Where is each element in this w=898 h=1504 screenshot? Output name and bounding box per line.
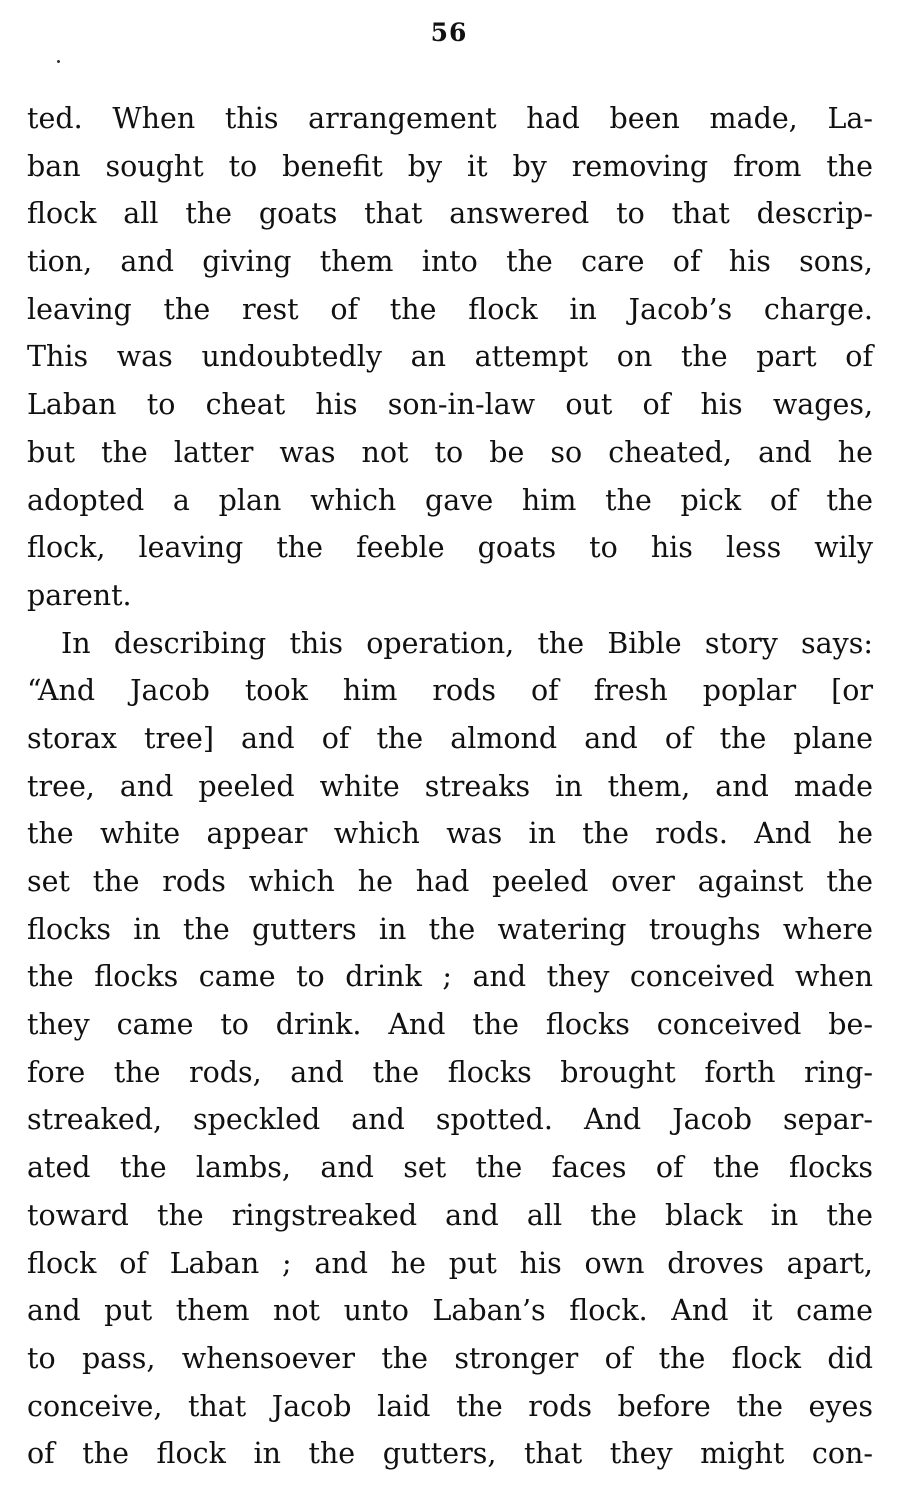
text-line: storax tree] and of the almond and of the plane: [27, 721, 873, 755]
paragraph-1: [27, 95, 873, 620]
page-number: 56: [430, 18, 468, 47]
text-line: Laban to cheat his son-in-law out of his wages,: [27, 388, 873, 422]
text-line: the flocks came to drink ; and they conceived when: [27, 960, 873, 994]
text-line: tree, and peeled white streaks in them, and made: [27, 769, 873, 803]
text-line: the white appear which was in the rods. And he: [27, 817, 873, 851]
text-line: conceive, that Jacob laid the rods before the eyes: [27, 1389, 873, 1423]
paragraph-2: [27, 620, 873, 1478]
text-line: flock all the goats that answered to that descrip-: [27, 197, 873, 231]
text-line: but the latter was not to be so cheated, and he: [27, 435, 873, 469]
text-line: parent.: [27, 578, 132, 612]
text-line: flock, leaving the feeble goats to his less wily: [27, 531, 873, 565]
text-line: leaving the rest of the flock in Jacob’s charge.: [27, 292, 873, 326]
text-line: fore the rods, and the flocks brought forth ring-: [27, 1055, 873, 1089]
text-line: streaked, speckled and spotted. And Jacob separ-: [27, 1103, 873, 1137]
print-speck: [57, 60, 60, 63]
text-line: ated the lambs, and set the faces of the flocks: [27, 1151, 873, 1185]
text-line: “And Jacob took him rods of fresh poplar [or: [27, 674, 873, 708]
text-line: tion, and giving them into the care of his sons,: [27, 245, 873, 279]
body-text: [27, 95, 873, 1478]
text-line: In describing this operation, the Bible story says:: [61, 626, 873, 660]
text-line: flock of Laban ; and he put his own droves apart,: [27, 1246, 873, 1280]
text-line: set the rods which he had peeled over against the: [27, 865, 873, 898]
text-line: to pass, whensoever the stronger of the flock did: [27, 1341, 873, 1375]
text-line: ted. When this arrangement had been made, La-: [27, 102, 873, 135]
text-line: and put them not unto Laban’s flock. And it came: [27, 1294, 873, 1328]
text-line: This was undoubtedly an attempt on the part of: [27, 340, 873, 374]
text-line: flocks in the gutters in the watering troughs where: [27, 912, 873, 946]
text-line: they came to drink. And the flocks conceived be-: [27, 1008, 873, 1042]
text-line: of the flock in the gutters, that they might con-: [27, 1437, 873, 1471]
text-line: toward the ringstreaked and all the black in the: [27, 1198, 873, 1232]
text-line: adopted a plan which gave him the pick of the: [27, 483, 873, 517]
text-line: ban sought to benefit by it by removing from the: [27, 149, 873, 183]
